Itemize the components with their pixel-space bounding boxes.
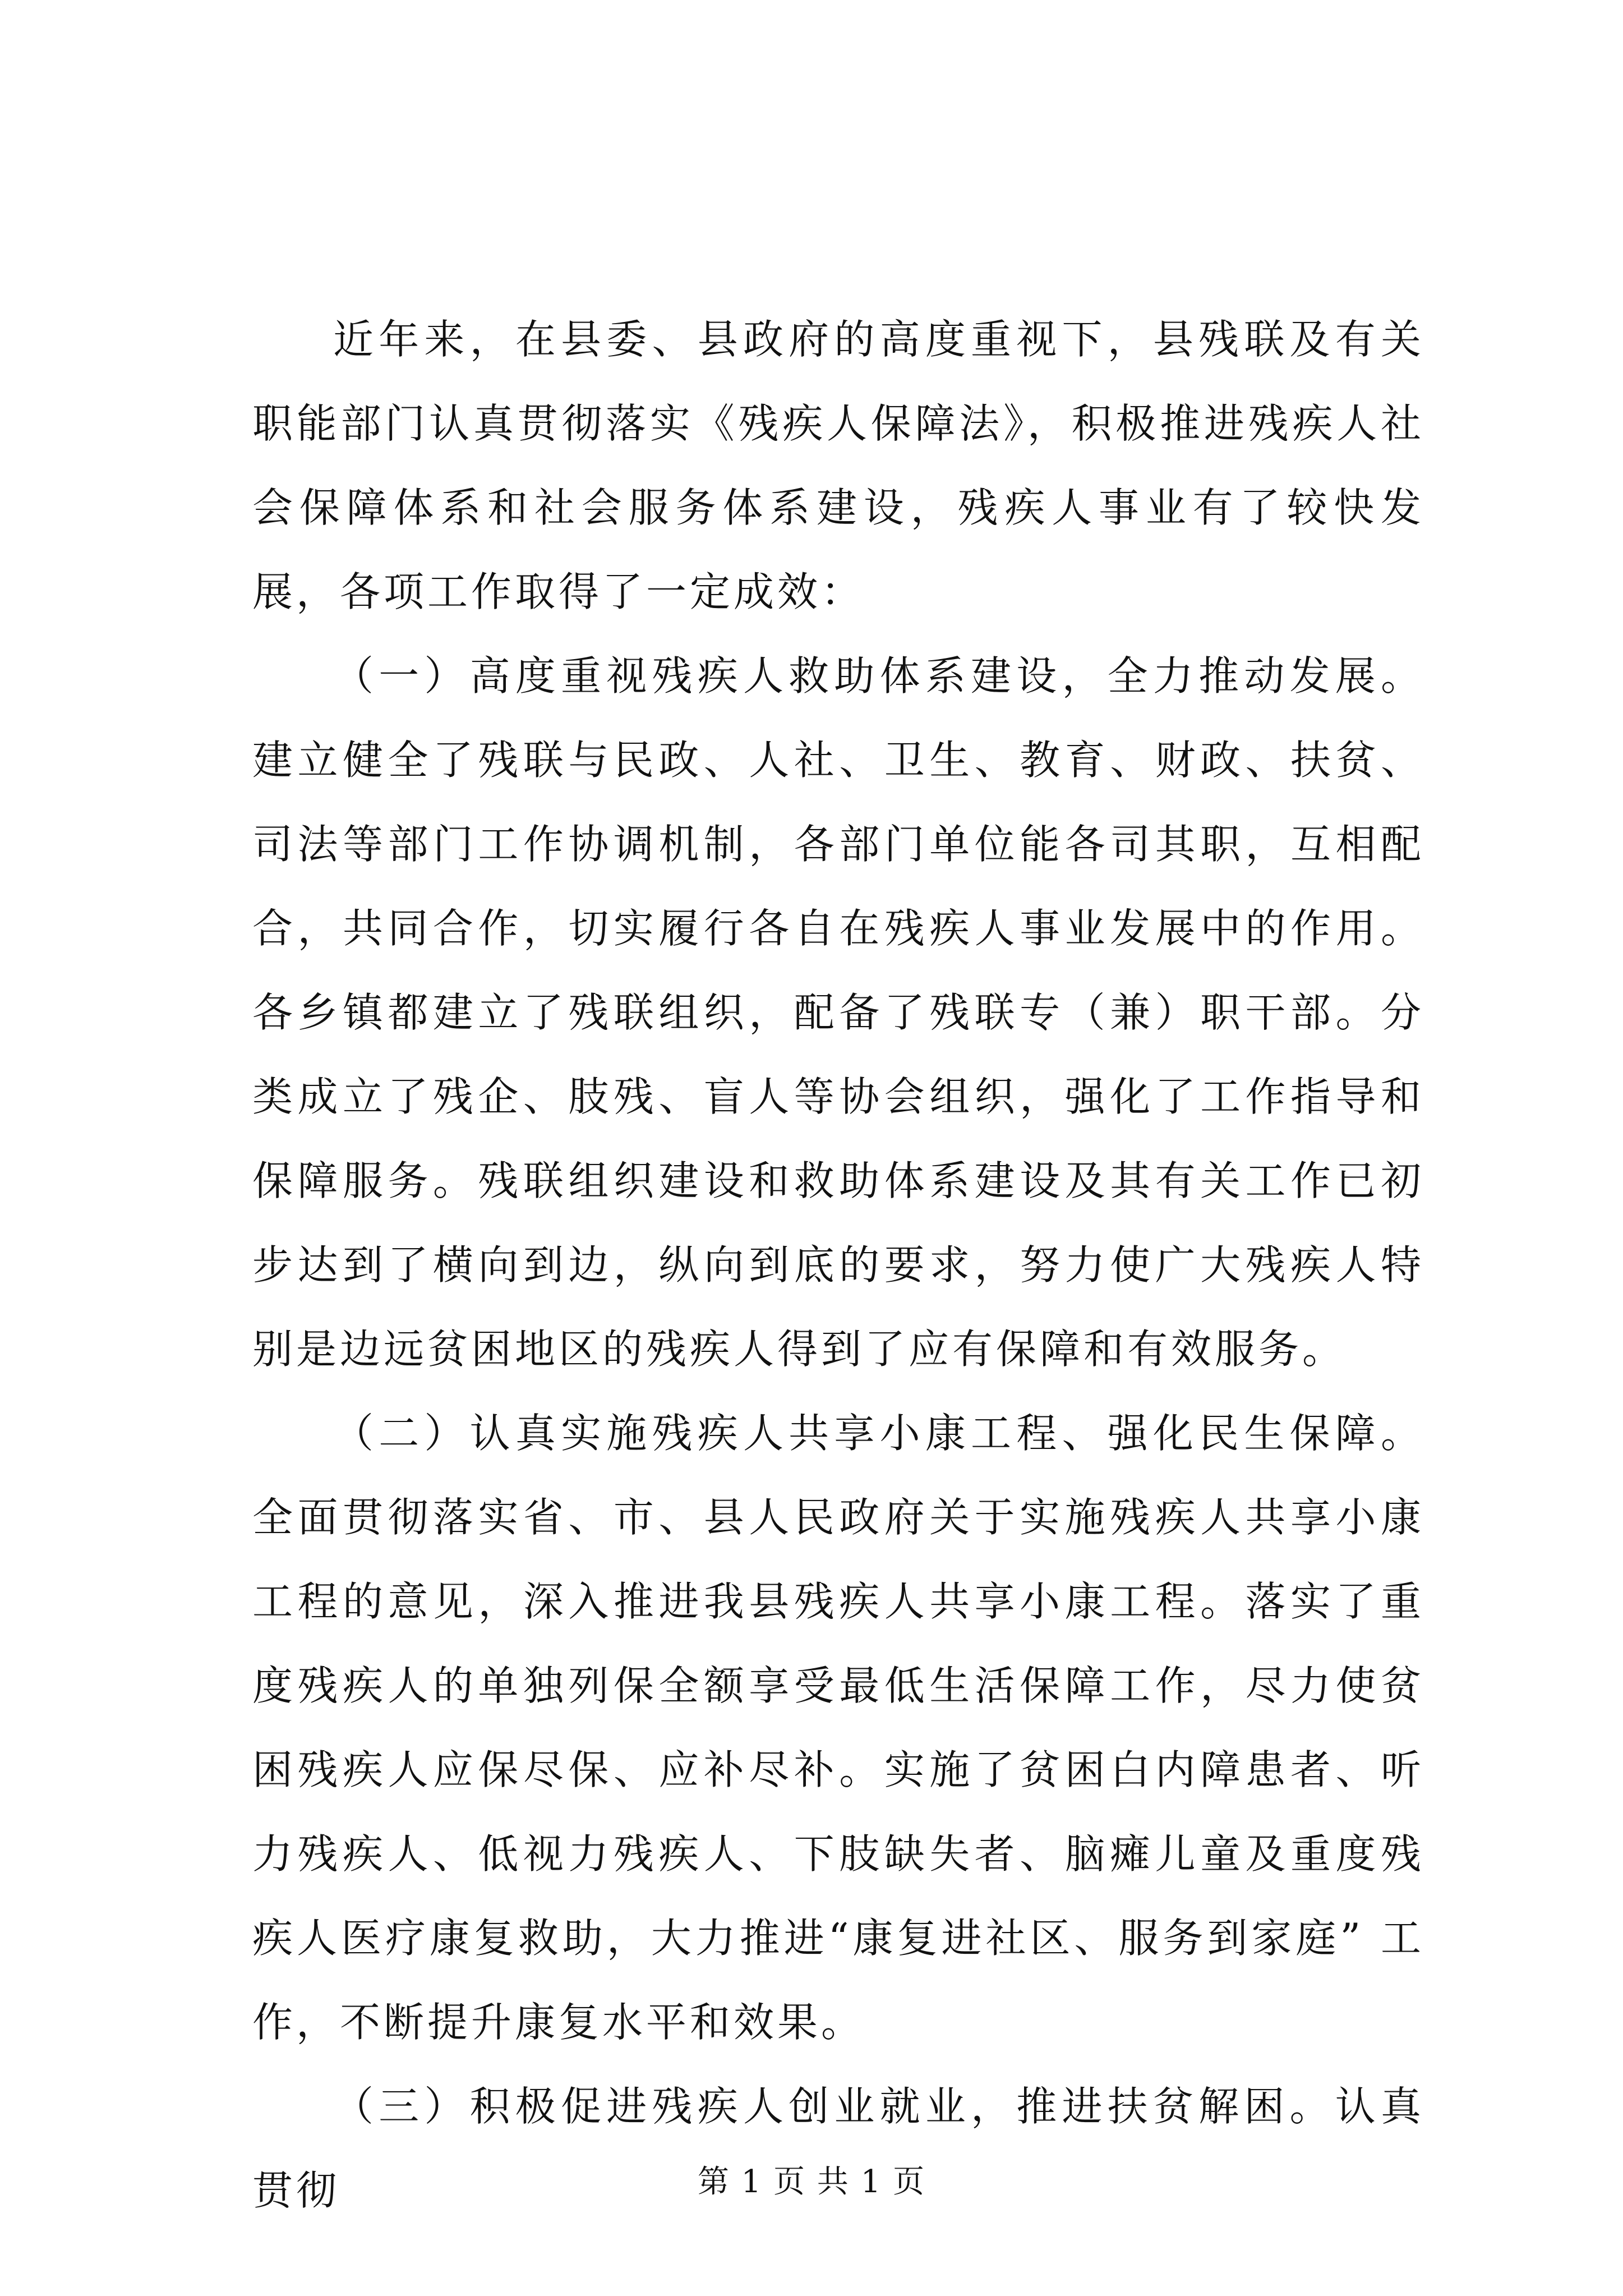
document-body: [252, 297, 1424, 2233]
page-number-footer: 第 1 页 共 1 页: [697, 2164, 926, 2200]
paragraph-section-1: （一）高度重视残疾人救助体系建设，全力推动发展。建立健全了残联与民政、人社、卫生、教育、财政、扶贫、司法等部门工作协调机制，各部门单位能各司其职，互相配合，共同合作，切实履行各自在残疾人事业发展中的作用。各乡镇都建立了残联组织，配备了残联专（兼）职干部。分类成立了残企、肢残、盲人等协会组织，强化了工作指导和保障服务。残联组织建设和救助体系建设及其有关工作已初步达到了横向到边，纵向到底的要求，努力使广大残疾人特别是边远贫困地区的残疾人得到了应有保障和有效服务。: [252, 652, 1424, 1373]
paragraph-intro: 近年来，在县委、县政府的高度重视下，县残联及有关职能部门认真贯彻落实《残疾人保障法》，积极推进残疾人社会保障体系和社会服务体系建设，残疾人事业有了较快发展，各项工作取得了一定成效：: [252, 316, 1424, 615]
paragraph-section-2: （二）认真实施残疾人共享小康工程、强化民生保障。全面贯彻落实省、市、县人民政府关于实施残疾人共享小康工程的意见，深入推进我县残疾人共享小康工程。落实了重度残疾人的单独列保全额享受最低生活保障工作，尽力使贫困残疾人应保尽保、应补尽补。实施了贫困白内障患者、听力残疾人、低视力残疾人、下肢缺失者、脑瘫儿童及重度残疾人医疗康复救助，大力推进“康复进社区、服务到家庭” 工作，不断提升康复水平和效果。: [252, 1410, 1424, 2046]
paragraph-section-3: （三）积极促进残疾人创业就业，推进扶贫解困。认真贯彻: [252, 2083, 1424, 2214]
